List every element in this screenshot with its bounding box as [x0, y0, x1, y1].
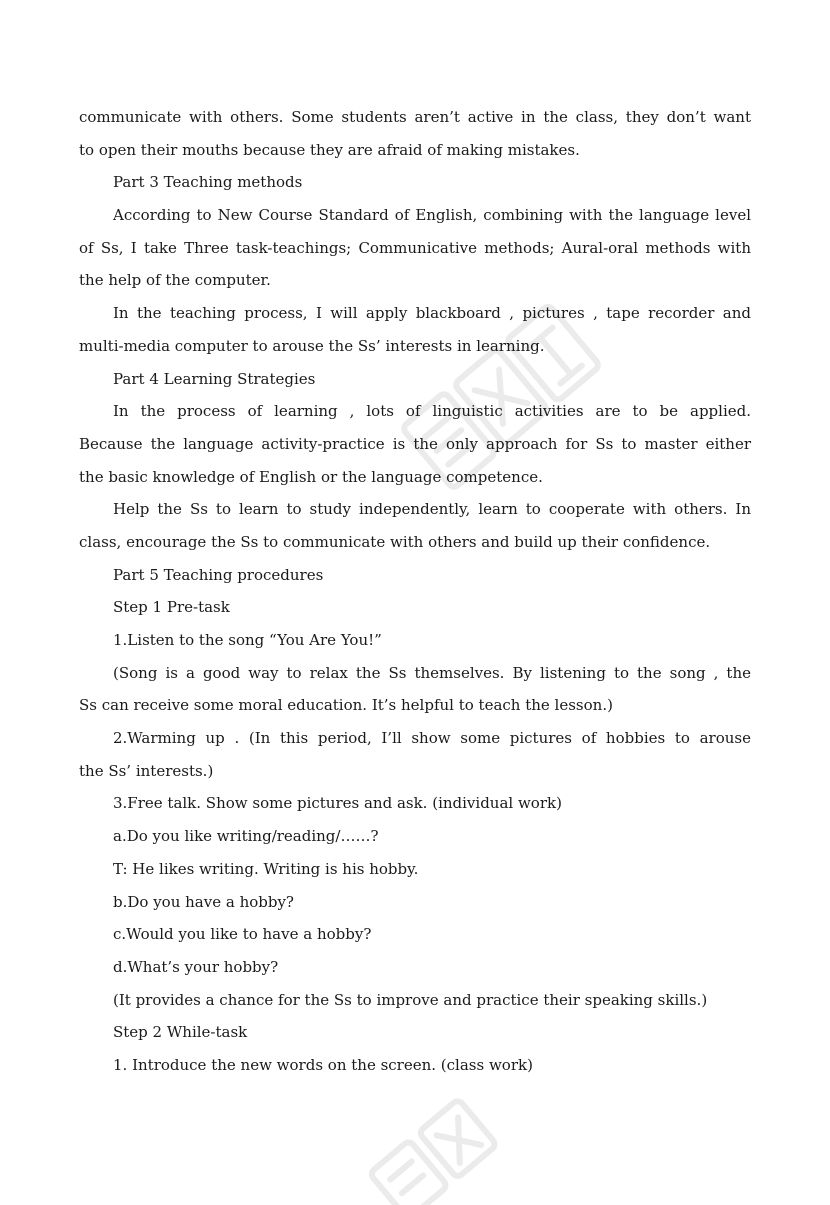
text-line: d.What’s your hobby?	[113, 957, 279, 976]
text-line: Help the Ss to learn to study independently, learn to cooperate with others. In	[113, 500, 751, 519]
text-line: According to New Course Standard of English, combining with the language level	[113, 206, 751, 225]
text-line: of Ss, I take Three task-teachings; Communicative methods; Aural-oral methods with	[79, 238, 751, 257]
text-line: T: He likes writing. Writing is his hobby.	[113, 859, 419, 878]
text-line: (Song is a good way to relax the Ss themselves. By listening to the song , the	[113, 663, 751, 682]
text-line: 1.Listen to the song “You Are You!”	[113, 631, 382, 649]
watermark-icon	[350, 1085, 550, 1205]
step-heading: Step 1 Pre-task	[113, 598, 230, 617]
section-heading: Part 5 Teaching procedures	[113, 565, 324, 584]
document-body	[79, 101, 751, 1082]
text-line: In the process of learning , lots of linguistic activities are to be applied.	[113, 402, 751, 421]
text-line: (It provides a chance for the Ss to improve and practice their speaking skills.)	[113, 990, 708, 1009]
text-line: 1. Introduce the new words on the screen. (class work)	[113, 1055, 533, 1074]
section-heading: Part 4 Learning Strategies	[113, 369, 316, 388]
text-line: the basic knowledge of English or the language competence.	[79, 467, 543, 486]
section-heading: Part 3 Teaching methods	[113, 173, 303, 192]
text-line: communicate with others. Some students aren’t active in the class, they don’t want	[79, 108, 751, 126]
text-line: a.Do you like writing/reading/……?	[113, 827, 379, 846]
text-line: the help of the computer.	[79, 271, 271, 290]
text-line: Ss can receive some moral education. It’s helpful to teach the lesson.)	[79, 696, 613, 715]
text-line: 2.Warming up . (In this period, I’ll show some pictures of hobbies to arouse	[113, 729, 751, 748]
text-line: In the teaching process, I will apply blackboard , pictures , tape recorder and	[113, 304, 751, 323]
text-line: 3.Free talk. Show some pictures and ask. (individual work)	[113, 794, 562, 813]
text-line: b.Do you have a hobby?	[113, 892, 294, 911]
text-line: to open their mouths because they are afraid of making mistakes.	[79, 140, 580, 159]
text-line: the Ss’ interests.)	[79, 761, 214, 780]
text-line: Because the language activity-practice is the only approach for Ss to master either	[79, 434, 751, 453]
text-line: c.Would you like to have a hobby?	[113, 925, 372, 944]
step-heading: Step 2 While-task	[113, 1023, 248, 1042]
text-line: class, encourage the Ss to communicate with others and build up their confidence.	[79, 532, 711, 551]
text-line: multi-media computer to arouse the Ss’ interests in learning.	[79, 336, 545, 355]
